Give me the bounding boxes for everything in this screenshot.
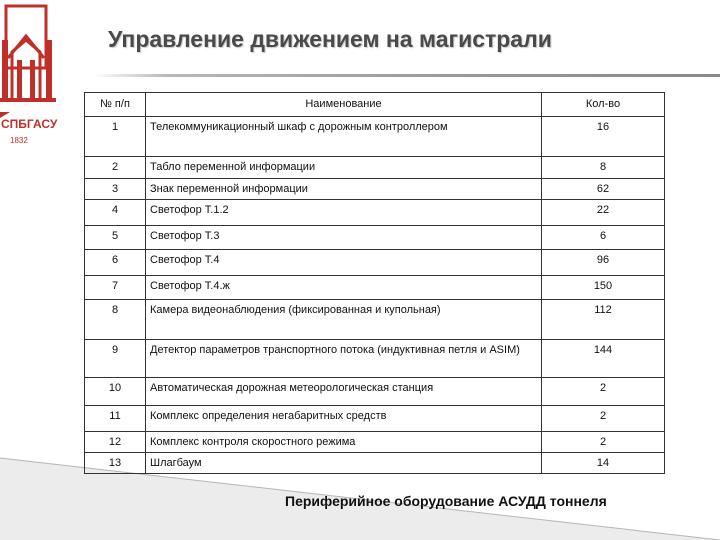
row-qty: 144 [542,340,665,378]
svg-text:СПБГАСУ: СПБГАСУ [1,117,58,131]
table-row [85,157,665,179]
table-row [85,406,665,432]
table-header-row [85,93,665,117]
row-name: Светофор Т.3 [146,226,542,250]
row-name: Светофор Т.4 [146,250,542,276]
table-row [85,300,665,340]
table-row [85,250,665,276]
header-num: № п/п [85,93,146,117]
row-num: 12 [85,432,146,453]
row-name: Светофор Т.1.2 [146,200,542,226]
row-num: 4 [85,200,146,226]
table-row [85,340,665,378]
row-name: Комплекс контроля скоростного режима [146,432,542,453]
footer-caption: Периферийное оборудование АСУДД тоннеля [285,493,607,509]
row-num: 5 [85,226,146,250]
table-row [85,117,665,157]
table-row [85,226,665,250]
table-row [85,200,665,226]
row-name: Знак переменной информации [146,179,542,200]
row-num: 7 [85,276,146,300]
university-logo [0,0,72,150]
table-row [85,179,665,200]
row-num: 3 [85,179,146,200]
header-qty: Кол-во [542,93,665,117]
row-name: Детектор параметров транспортного потока (индуктивная петля и ASIM) [146,340,542,378]
row-qty: 112 [542,300,665,340]
table-row [85,378,665,406]
table-row [85,453,665,474]
row-qty: 16 [542,117,665,157]
table-row [85,276,665,300]
row-qty: 6 [542,226,665,250]
row-qty: 62 [542,179,665,200]
title-divider [92,74,720,77]
row-qty: 8 [542,157,665,179]
row-qty: 150 [542,276,665,300]
row-name: Табло переменной информации [146,157,542,179]
row-name: Шлагбаум [146,453,542,474]
table-row [85,432,665,453]
page-title: Управление движением на магистрали [108,26,552,52]
row-num: 13 [85,453,146,474]
row-qty: 2 [542,406,665,432]
row-name: Комплекс определения негабаритных средств [146,406,542,432]
row-name: Автоматическая дорожная метеорологическая станция [146,378,542,406]
svg-text:1832: 1832 [10,136,28,145]
row-num: 11 [85,406,146,432]
row-qty: 2 [542,432,665,453]
row-num: 9 [85,340,146,378]
row-num: 10 [85,378,146,406]
row-qty: 96 [542,250,665,276]
row-qty: 2 [542,378,665,406]
row-num: 2 [85,157,146,179]
row-num: 1 [85,117,146,157]
row-name: Телекоммуникационный шкаф с дорожным контроллером [146,117,542,157]
row-qty: 14 [542,453,665,474]
header-name: Наименование [146,93,542,117]
row-name: Камера видеонаблюдения (фиксированная и купольная) [146,300,542,340]
row-num: 6 [85,250,146,276]
equipment-table [84,92,665,474]
row-num: 8 [85,300,146,340]
row-qty: 22 [542,200,665,226]
row-name: Светофор Т.4.ж [146,276,542,300]
